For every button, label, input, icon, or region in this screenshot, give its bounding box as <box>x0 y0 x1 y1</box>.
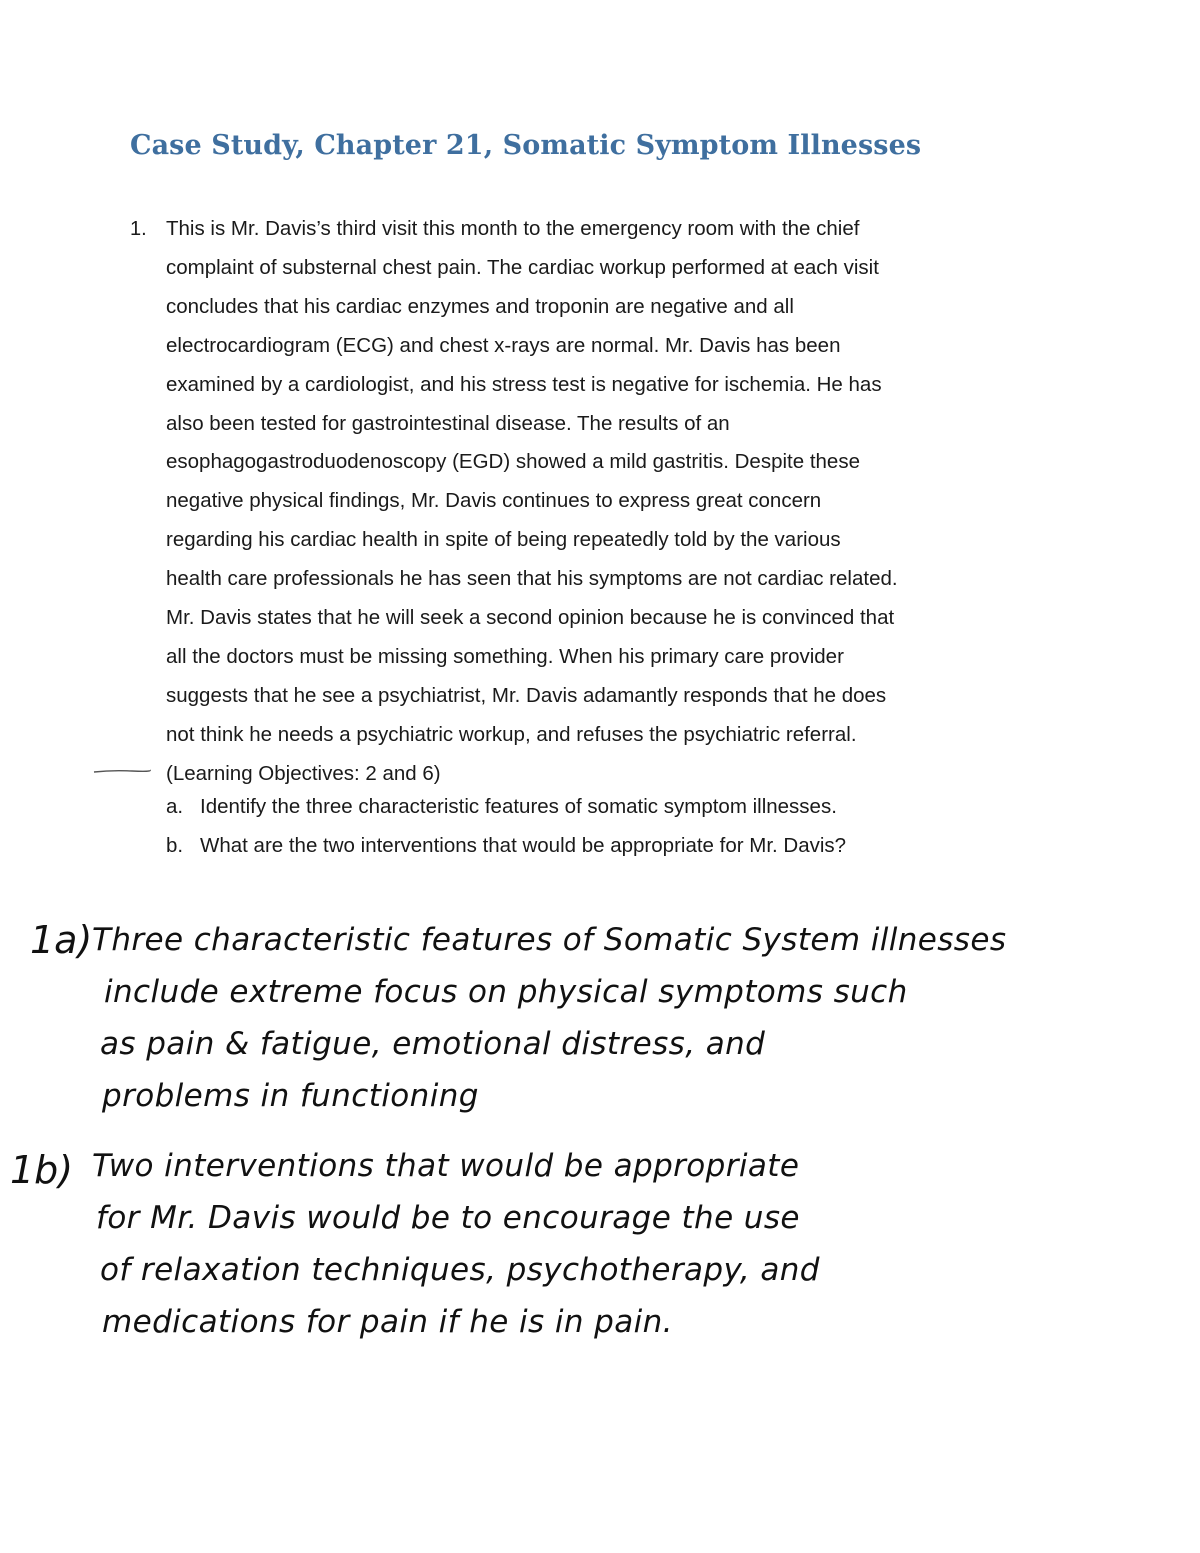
answer-1b-line: medications for pain if he is in pain. <box>102 1304 673 1340</box>
question-line: suggests that he see a psychiatrist, Mr. Davis adamantly responds that he does <box>166 683 887 707</box>
question-line: Mr. Davis states that he will seek a second opinion because he is convinced that <box>166 606 895 630</box>
answer-1b-line: of relaxation techniques, psychotherapy, and <box>100 1252 820 1288</box>
answer-1a-line: problems in functioning <box>102 1078 479 1114</box>
sub-question-a <box>166 788 846 827</box>
question-line: electrocardiogram (ECG) and chest x-rays are normal. Mr. Davis has been <box>166 333 841 357</box>
sub-question-b <box>166 827 846 866</box>
answer-1b-line: for Mr. Davis would be to encourage the use <box>96 1200 800 1236</box>
learning-objectives: (Learning Objectives: 2 and 6) <box>166 761 441 785</box>
question-line: health care professionals he has seen that his symptoms are not cardiac related. <box>166 567 898 591</box>
question-line: not think he needs a psychiatric workup, and refuses the psychiatric referral. <box>166 722 857 746</box>
answer-1a-line: Three characteristic features of Somatic System illnesses <box>92 922 1007 958</box>
answer-1a-label: 1a) <box>30 918 93 962</box>
question-line: also been tested for gastrointestinal disease. The results of an <box>166 411 730 435</box>
sub-question-label: a. <box>166 795 184 818</box>
answer-1a <box>92 914 1006 1122</box>
question-line: examined by a cardiologist, and his stress test is negative for ischemia. He has <box>166 372 882 396</box>
sub-question-text: Identify the three characteristic features of somatic symptom illnesses. <box>200 795 837 818</box>
question-number: 1. <box>130 218 147 240</box>
answer-1b-label: 1b) <box>10 1148 74 1192</box>
question-line: all the doctors must be missing something. When his primary care provider <box>166 644 844 668</box>
answer-1b-line: Two interventions that would be appropriate <box>92 1148 800 1184</box>
answer-1a-line: as pain & fatigue, emotional distress, and <box>100 1026 766 1062</box>
sub-question-text: What are the two interventions that would be appropriate for Mr. Davis? <box>200 833 847 857</box>
pen-stroke-mark <box>92 760 152 780</box>
question-line: concludes that his cardiac enzymes and troponin are negative and all <box>166 294 794 318</box>
answer-1b <box>92 1140 820 1348</box>
question-line: esophagogastroduodenoscopy (EGD) showed a mild gastritis. Despite these <box>166 450 860 474</box>
question-body <box>166 210 898 794</box>
document-title: Case Study, Chapter 21, Somatic Symptom Illnesses <box>130 130 922 161</box>
question-line: This is Mr. Davis’s third visit this month to the emergency room with the chief <box>166 217 860 240</box>
question-line: complaint of substernal chest pain. The cardiac workup performed at each visit <box>166 255 879 279</box>
sub-question-list <box>166 788 846 866</box>
answer-1a-line: include extreme focus on physical symptoms such <box>104 974 908 1010</box>
question-line: regarding his cardiac health in spite of being repeatedly told by the various <box>166 528 841 552</box>
sub-question-label: b. <box>166 833 184 857</box>
question-line: negative physical findings, Mr. Davis continues to express great concern <box>166 489 822 513</box>
